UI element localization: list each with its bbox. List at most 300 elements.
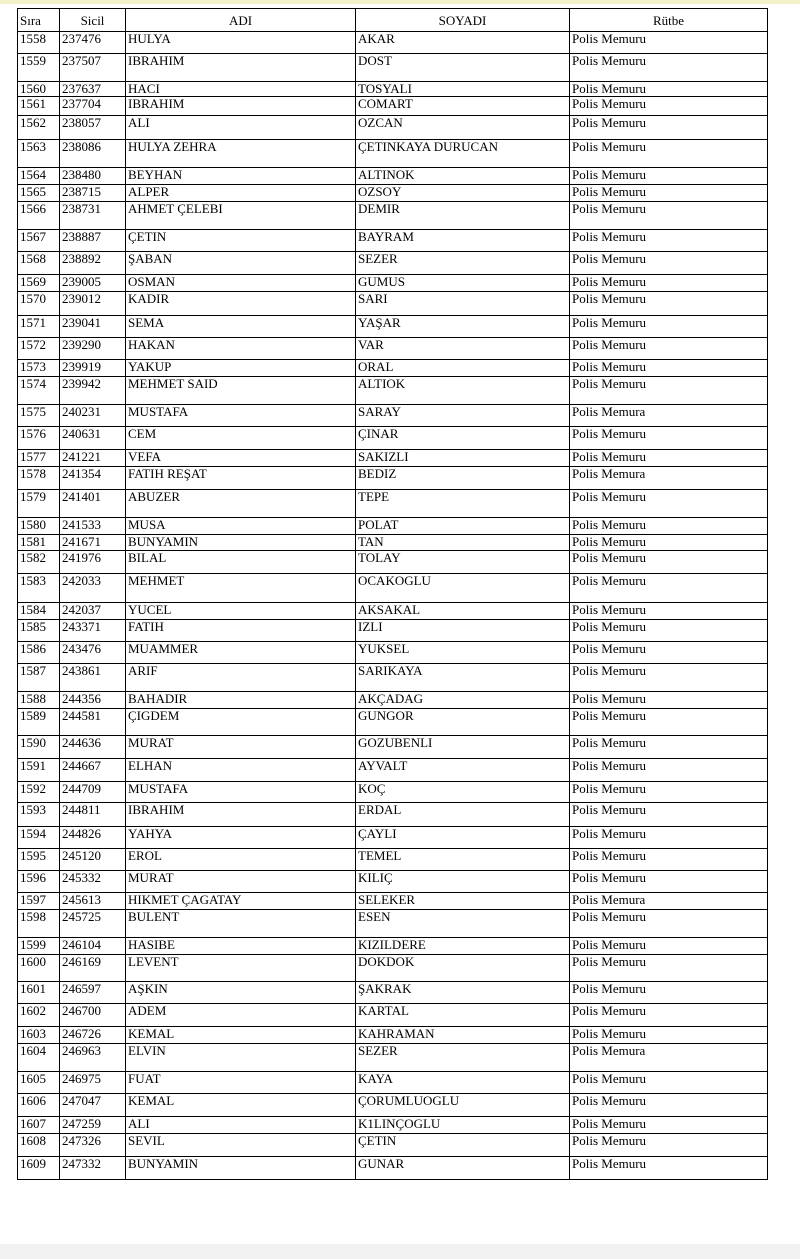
cell-rutbe: Polis Memuru <box>570 938 768 955</box>
cell-soyadi: SEZER <box>356 1044 570 1072</box>
cell-adi: FUAT <box>126 1072 356 1094</box>
cell-soyadi: DOKDOK <box>356 955 570 982</box>
cell-sicil: 245332 <box>60 871 126 893</box>
cell-sira: 1605 <box>18 1072 60 1094</box>
cell-adi: HAKAN <box>126 338 356 360</box>
cell-rutbe: Polis Memuru <box>570 603 768 620</box>
cell-sira: 1560 <box>18 82 60 97</box>
cell-sicil: 244811 <box>60 803 126 827</box>
cell-sicil: 247259 <box>60 1117 126 1134</box>
header-rutbe: Rütbe <box>570 9 768 32</box>
cell-sira: 1569 <box>18 275 60 292</box>
cell-sicil: 238887 <box>60 230 126 252</box>
cell-soyadi: SEZER <box>356 252 570 275</box>
cell-adi: BULENT <box>126 910 356 938</box>
cell-rutbe: Polis Memuru <box>570 871 768 893</box>
table-row <box>18 759 768 782</box>
cell-rutbe: Polis Memuru <box>570 116 768 140</box>
cell-adi: ADEM <box>126 1004 356 1027</box>
table-row <box>18 910 768 938</box>
cell-soyadi: SARIKAYA <box>356 664 570 692</box>
table-row <box>18 692 768 709</box>
cell-soyadi: ESEN <box>356 910 570 938</box>
cell-sicil: 244581 <box>60 709 126 736</box>
cell-rutbe: Polis Memuru <box>570 642 768 664</box>
cell-sira: 1577 <box>18 450 60 467</box>
cell-sira: 1573 <box>18 360 60 377</box>
cell-rutbe: Polis Memuru <box>570 338 768 360</box>
cell-soyadi: ÇORUMLUOGLU <box>356 1094 570 1117</box>
cell-adi: KEMAL <box>126 1094 356 1117</box>
cell-sira: 1593 <box>18 803 60 827</box>
document-page <box>17 8 767 1180</box>
cell-adi: YAKUP <box>126 360 356 377</box>
cell-rutbe: Polis Memuru <box>570 377 768 405</box>
cell-soyadi: SAKIZLI <box>356 450 570 467</box>
cell-sira: 1572 <box>18 338 60 360</box>
cell-sira: 1581 <box>18 535 60 551</box>
table-row <box>18 955 768 982</box>
cell-adi: MURAT <box>126 736 356 759</box>
cell-sicil: 238086 <box>60 140 126 168</box>
cell-rutbe: Polis Memuru <box>570 32 768 54</box>
cell-soyadi: VAR <box>356 338 570 360</box>
cell-soyadi: KIZILDERE <box>356 938 570 955</box>
cell-sira: 1564 <box>18 168 60 185</box>
table-row <box>18 140 768 168</box>
cell-rutbe: Polis Memuru <box>570 292 768 316</box>
cell-soyadi: TEMEL <box>356 849 570 871</box>
cell-soyadi: POLAT <box>356 518 570 535</box>
cell-soyadi: KARTAL <box>356 1004 570 1027</box>
cell-soyadi: TOLAY <box>356 551 570 574</box>
cell-sicil: 243861 <box>60 664 126 692</box>
cell-sicil: 238731 <box>60 202 126 230</box>
cell-rutbe: Polis Memuru <box>570 803 768 827</box>
cell-sicil: 241221 <box>60 450 126 467</box>
cell-soyadi: TAN <box>356 535 570 551</box>
cell-adi: ALPER <box>126 185 356 202</box>
cell-rutbe: Polis Memuru <box>570 620 768 642</box>
cell-adi: CEM <box>126 427 356 450</box>
cell-soyadi: GUNGOR <box>356 709 570 736</box>
table-row <box>18 338 768 360</box>
cell-sira: 1603 <box>18 1027 60 1044</box>
table-row <box>18 1027 768 1044</box>
cell-sira: 1563 <box>18 140 60 168</box>
cell-soyadi: GUNAR <box>356 1157 570 1180</box>
cell-sicil: 241533 <box>60 518 126 535</box>
table-row <box>18 893 768 910</box>
cell-sira: 1579 <box>18 490 60 518</box>
table-header-row <box>18 9 768 32</box>
cell-adi: AHMET ÇELEBI <box>126 202 356 230</box>
cell-sira: 1602 <box>18 1004 60 1027</box>
table-row <box>18 982 768 1004</box>
table-row <box>18 518 768 535</box>
cell-rutbe: Polis Memuru <box>570 692 768 709</box>
cell-sicil: 244356 <box>60 692 126 709</box>
cell-rutbe: Polis Memuru <box>570 664 768 692</box>
cell-adi: ALI <box>126 116 356 140</box>
cell-sira: 1592 <box>18 782 60 803</box>
table-row <box>18 642 768 664</box>
cell-soyadi: GUMUS <box>356 275 570 292</box>
table-row <box>18 168 768 185</box>
table-row <box>18 620 768 642</box>
cell-rutbe: Polis Memuru <box>570 759 768 782</box>
table-row <box>18 252 768 275</box>
cell-soyadi: ERDAL <box>356 803 570 827</box>
cell-sicil: 237637 <box>60 82 126 97</box>
table-row <box>18 664 768 692</box>
cell-sira: 1587 <box>18 664 60 692</box>
cell-sira: 1604 <box>18 1044 60 1072</box>
cell-adi: SEVIL <box>126 1134 356 1157</box>
cell-sira: 1597 <box>18 893 60 910</box>
cell-adi: YAHYA <box>126 827 356 849</box>
cell-soyadi: K1LINÇOGLU <box>356 1117 570 1134</box>
cell-sira: 1558 <box>18 32 60 54</box>
cell-rutbe: Polis Memuru <box>570 230 768 252</box>
cell-sicil: 239041 <box>60 316 126 338</box>
cell-sicil: 245120 <box>60 849 126 871</box>
cell-sicil: 238715 <box>60 185 126 202</box>
cell-adi: ARIF <box>126 664 356 692</box>
cell-sira: 1607 <box>18 1117 60 1134</box>
cell-sira: 1562 <box>18 116 60 140</box>
cell-soyadi: BEDIZ <box>356 467 570 490</box>
cell-soyadi: AKAR <box>356 32 570 54</box>
table-row <box>18 803 768 827</box>
cell-soyadi: BAYRAM <box>356 230 570 252</box>
cell-sira: 1575 <box>18 405 60 427</box>
table-row <box>18 230 768 252</box>
cell-sicil: 243476 <box>60 642 126 664</box>
table-row <box>18 1004 768 1027</box>
cell-rutbe: Polis Memuru <box>570 275 768 292</box>
cell-soyadi: YUKSEL <box>356 642 570 664</box>
cell-soyadi: ORAL <box>356 360 570 377</box>
table-row <box>18 405 768 427</box>
cell-adi: MUSTAFA <box>126 782 356 803</box>
cell-adi: FATIH <box>126 620 356 642</box>
cell-rutbe: Polis Memuru <box>570 490 768 518</box>
cell-adi: ABUZER <box>126 490 356 518</box>
cell-rutbe: Polis Memuru <box>570 202 768 230</box>
cell-sicil: 237476 <box>60 32 126 54</box>
table-row <box>18 1044 768 1072</box>
cell-sira: 1599 <box>18 938 60 955</box>
cell-rutbe: Polis Memura <box>570 893 768 910</box>
cell-sicil: 238892 <box>60 252 126 275</box>
cell-sicil: 247332 <box>60 1157 126 1180</box>
cell-adi: ELHAN <box>126 759 356 782</box>
cell-sicil: 241401 <box>60 490 126 518</box>
cell-sicil: 246104 <box>60 938 126 955</box>
table-row <box>18 54 768 82</box>
header-sira: Sıra <box>18 9 60 32</box>
cell-sira: 1600 <box>18 955 60 982</box>
cell-soyadi: GOZUBENLI <box>356 736 570 759</box>
cell-sira: 1586 <box>18 642 60 664</box>
cell-adi: HACI <box>126 82 356 97</box>
cell-adi: BAHADIR <box>126 692 356 709</box>
cell-sicil: 244636 <box>60 736 126 759</box>
cell-adi: KADIR <box>126 292 356 316</box>
table-row <box>18 1072 768 1094</box>
cell-sicil: 238057 <box>60 116 126 140</box>
cell-sicil: 247326 <box>60 1134 126 1157</box>
cell-sicil: 239012 <box>60 292 126 316</box>
cell-sicil: 244709 <box>60 782 126 803</box>
cell-adi: MEHMET SAID <box>126 377 356 405</box>
cell-sira: 1568 <box>18 252 60 275</box>
table-row <box>18 97 768 116</box>
cell-sicil: 241354 <box>60 467 126 490</box>
cell-sicil: 245725 <box>60 910 126 938</box>
cell-sicil: 237704 <box>60 97 126 116</box>
table-row <box>18 1134 768 1157</box>
cell-adi: IBRAHIM <box>126 54 356 82</box>
cell-soyadi: KAYA <box>356 1072 570 1094</box>
cell-rutbe: Polis Memuru <box>570 1117 768 1134</box>
cell-rutbe: Polis Memuru <box>570 252 768 275</box>
cell-sira: 1570 <box>18 292 60 316</box>
cell-adi: ALI <box>126 1117 356 1134</box>
cell-sira: 1606 <box>18 1094 60 1117</box>
table-row <box>18 603 768 620</box>
table-row <box>18 32 768 54</box>
cell-sicil: 245613 <box>60 893 126 910</box>
cell-sicil: 244667 <box>60 759 126 782</box>
cell-rutbe: Polis Memura <box>570 405 768 427</box>
cell-adi: MURAT <box>126 871 356 893</box>
cell-adi: ÇETIN <box>126 230 356 252</box>
cell-rutbe: Polis Memuru <box>570 910 768 938</box>
cell-soyadi: KAHRAMAN <box>356 1027 570 1044</box>
cell-rutbe: Polis Memuru <box>570 827 768 849</box>
table-body <box>18 32 768 1180</box>
cell-sira: 1598 <box>18 910 60 938</box>
cell-sicil: 241671 <box>60 535 126 551</box>
cell-sicil: 240231 <box>60 405 126 427</box>
cell-soyadi: DEMIR <box>356 202 570 230</box>
cell-soyadi: OZSOY <box>356 185 570 202</box>
cell-rutbe: Polis Memuru <box>570 849 768 871</box>
cell-sira: 1584 <box>18 603 60 620</box>
cell-adi: HASIBE <box>126 938 356 955</box>
cell-sira: 1589 <box>18 709 60 736</box>
table-row <box>18 849 768 871</box>
cell-sira: 1608 <box>18 1134 60 1157</box>
cell-rutbe: Polis Memuru <box>570 1157 768 1180</box>
cell-rutbe: Polis Memuru <box>570 54 768 82</box>
cell-soyadi: TEPE <box>356 490 570 518</box>
table-row <box>18 116 768 140</box>
cell-adi: MUSA <box>126 518 356 535</box>
cell-sira: 1588 <box>18 692 60 709</box>
cell-soyadi: SARI <box>356 292 570 316</box>
cell-soyadi: YAŞAR <box>356 316 570 338</box>
table-row <box>18 1094 768 1117</box>
cell-rutbe: Polis Memuru <box>570 1094 768 1117</box>
cell-rutbe: Polis Memuru <box>570 1004 768 1027</box>
cell-sicil: 246975 <box>60 1072 126 1094</box>
table-row <box>18 736 768 759</box>
cell-adi: ŞABAN <box>126 252 356 275</box>
cell-sira: 1559 <box>18 54 60 82</box>
table-row <box>18 82 768 97</box>
personnel-table <box>17 8 768 1180</box>
cell-rutbe: Polis Memura <box>570 1044 768 1072</box>
cell-rutbe: Polis Memuru <box>570 955 768 982</box>
table-row <box>18 535 768 551</box>
cell-sicil: 239005 <box>60 275 126 292</box>
cell-adi: IBRAHIM <box>126 97 356 116</box>
cell-soyadi: AKÇADAG <box>356 692 570 709</box>
cell-rutbe: Polis Memuru <box>570 168 768 185</box>
cell-sira: 1609 <box>18 1157 60 1180</box>
cell-rutbe: Polis Memuru <box>570 360 768 377</box>
cell-soyadi: ÇETINKAYA DURUCAN <box>356 140 570 168</box>
cell-adi: VEFA <box>126 450 356 467</box>
cell-sicil: 239942 <box>60 377 126 405</box>
cell-sicil: 246700 <box>60 1004 126 1027</box>
cell-sira: 1561 <box>18 97 60 116</box>
cell-rutbe: Polis Memuru <box>570 427 768 450</box>
table-row <box>18 551 768 574</box>
cell-sicil: 244826 <box>60 827 126 849</box>
cell-soyadi: ÇAYLI <box>356 827 570 849</box>
cell-sicil: 247047 <box>60 1094 126 1117</box>
cell-rutbe: Polis Memuru <box>570 782 768 803</box>
cell-adi: EROL <box>126 849 356 871</box>
cell-rutbe: Polis Memuru <box>570 450 768 467</box>
cell-adi: HULYA <box>126 32 356 54</box>
cell-adi: SEMA <box>126 316 356 338</box>
cell-soyadi: IZLI <box>356 620 570 642</box>
cell-rutbe: Polis Memuru <box>570 551 768 574</box>
cell-rutbe: Polis Memuru <box>570 185 768 202</box>
cell-sicil: 246726 <box>60 1027 126 1044</box>
cell-rutbe: Polis Memuru <box>570 535 768 551</box>
table-row <box>18 938 768 955</box>
cell-rutbe: Polis Memuru <box>570 140 768 168</box>
cell-soyadi: SARAY <box>356 405 570 427</box>
table-row <box>18 1117 768 1134</box>
cell-sira: 1566 <box>18 202 60 230</box>
table-row <box>18 827 768 849</box>
cell-soyadi: KOÇ <box>356 782 570 803</box>
table-row <box>18 360 768 377</box>
table-row <box>18 871 768 893</box>
cell-rutbe: Polis Memuru <box>570 1134 768 1157</box>
cell-adi: BILAL <box>126 551 356 574</box>
table-row <box>18 427 768 450</box>
table-row <box>18 782 768 803</box>
cell-sicil: 246597 <box>60 982 126 1004</box>
cell-soyadi: SELEKER <box>356 893 570 910</box>
table-row <box>18 490 768 518</box>
cell-rutbe: Polis Memuru <box>570 982 768 1004</box>
cell-adi: LEVENT <box>126 955 356 982</box>
header-sicil: Sicil <box>60 9 126 32</box>
cell-soyadi: DOST <box>356 54 570 82</box>
cell-soyadi: OZCAN <box>356 116 570 140</box>
cell-sira: 1580 <box>18 518 60 535</box>
cell-rutbe: Polis Memuru <box>570 1072 768 1094</box>
cell-soyadi: ALTINOK <box>356 168 570 185</box>
cell-sira: 1595 <box>18 849 60 871</box>
cell-sira: 1576 <box>18 427 60 450</box>
cell-rutbe: Polis Memuru <box>570 82 768 97</box>
header-soyadi: SOYADI <box>356 9 570 32</box>
cell-adi: MUAMMER <box>126 642 356 664</box>
table-row <box>18 275 768 292</box>
cell-sicil: 238480 <box>60 168 126 185</box>
cell-adi: KEMAL <box>126 1027 356 1044</box>
cell-adi: MEHMET <box>126 574 356 603</box>
cell-soyadi: AKSAKAL <box>356 603 570 620</box>
table-row <box>18 709 768 736</box>
cell-rutbe: Polis Memuru <box>570 97 768 116</box>
cell-adi: YUCEL <box>126 603 356 620</box>
cell-sicil: 242033 <box>60 574 126 603</box>
table-row <box>18 574 768 603</box>
cell-rutbe: Polis Memuru <box>570 574 768 603</box>
cell-sira: 1596 <box>18 871 60 893</box>
cell-adi: OSMAN <box>126 275 356 292</box>
table-row <box>18 467 768 490</box>
cell-adi: HIKMET ÇAGATAY <box>126 893 356 910</box>
cell-sira: 1585 <box>18 620 60 642</box>
cell-sicil: 246963 <box>60 1044 126 1072</box>
cell-sicil: 240631 <box>60 427 126 450</box>
cell-sicil: 241976 <box>60 551 126 574</box>
cell-soyadi: COMART <box>356 97 570 116</box>
cell-soyadi: KILIÇ <box>356 871 570 893</box>
table-row <box>18 202 768 230</box>
cell-adi: ÇIGDEM <box>126 709 356 736</box>
table-row <box>18 292 768 316</box>
header-adi: ADI <box>126 9 356 32</box>
cell-rutbe: Polis Memuru <box>570 316 768 338</box>
cell-soyadi: ŞAKRAK <box>356 982 570 1004</box>
cell-adi: AŞKIN <box>126 982 356 1004</box>
cell-sicil: 237507 <box>60 54 126 82</box>
cell-adi: IBRAHIM <box>126 803 356 827</box>
cell-sicil: 239290 <box>60 338 126 360</box>
cell-sira: 1574 <box>18 377 60 405</box>
cell-sicil: 242037 <box>60 603 126 620</box>
cell-sira: 1571 <box>18 316 60 338</box>
cell-rutbe: Polis Memuru <box>570 518 768 535</box>
cell-soyadi: ALTIOK <box>356 377 570 405</box>
cell-sira: 1591 <box>18 759 60 782</box>
cell-adi: FATIH REŞAT <box>126 467 356 490</box>
cell-sira: 1583 <box>18 574 60 603</box>
cell-rutbe: Polis Memura <box>570 467 768 490</box>
cell-soyadi: ÇINAR <box>356 427 570 450</box>
viewer-bottom-edge <box>0 1244 800 1259</box>
cell-sira: 1594 <box>18 827 60 849</box>
cell-sicil: 239919 <box>60 360 126 377</box>
cell-sira: 1565 <box>18 185 60 202</box>
cell-soyadi: TOSYALI <box>356 82 570 97</box>
cell-sicil: 246169 <box>60 955 126 982</box>
cell-sira: 1567 <box>18 230 60 252</box>
